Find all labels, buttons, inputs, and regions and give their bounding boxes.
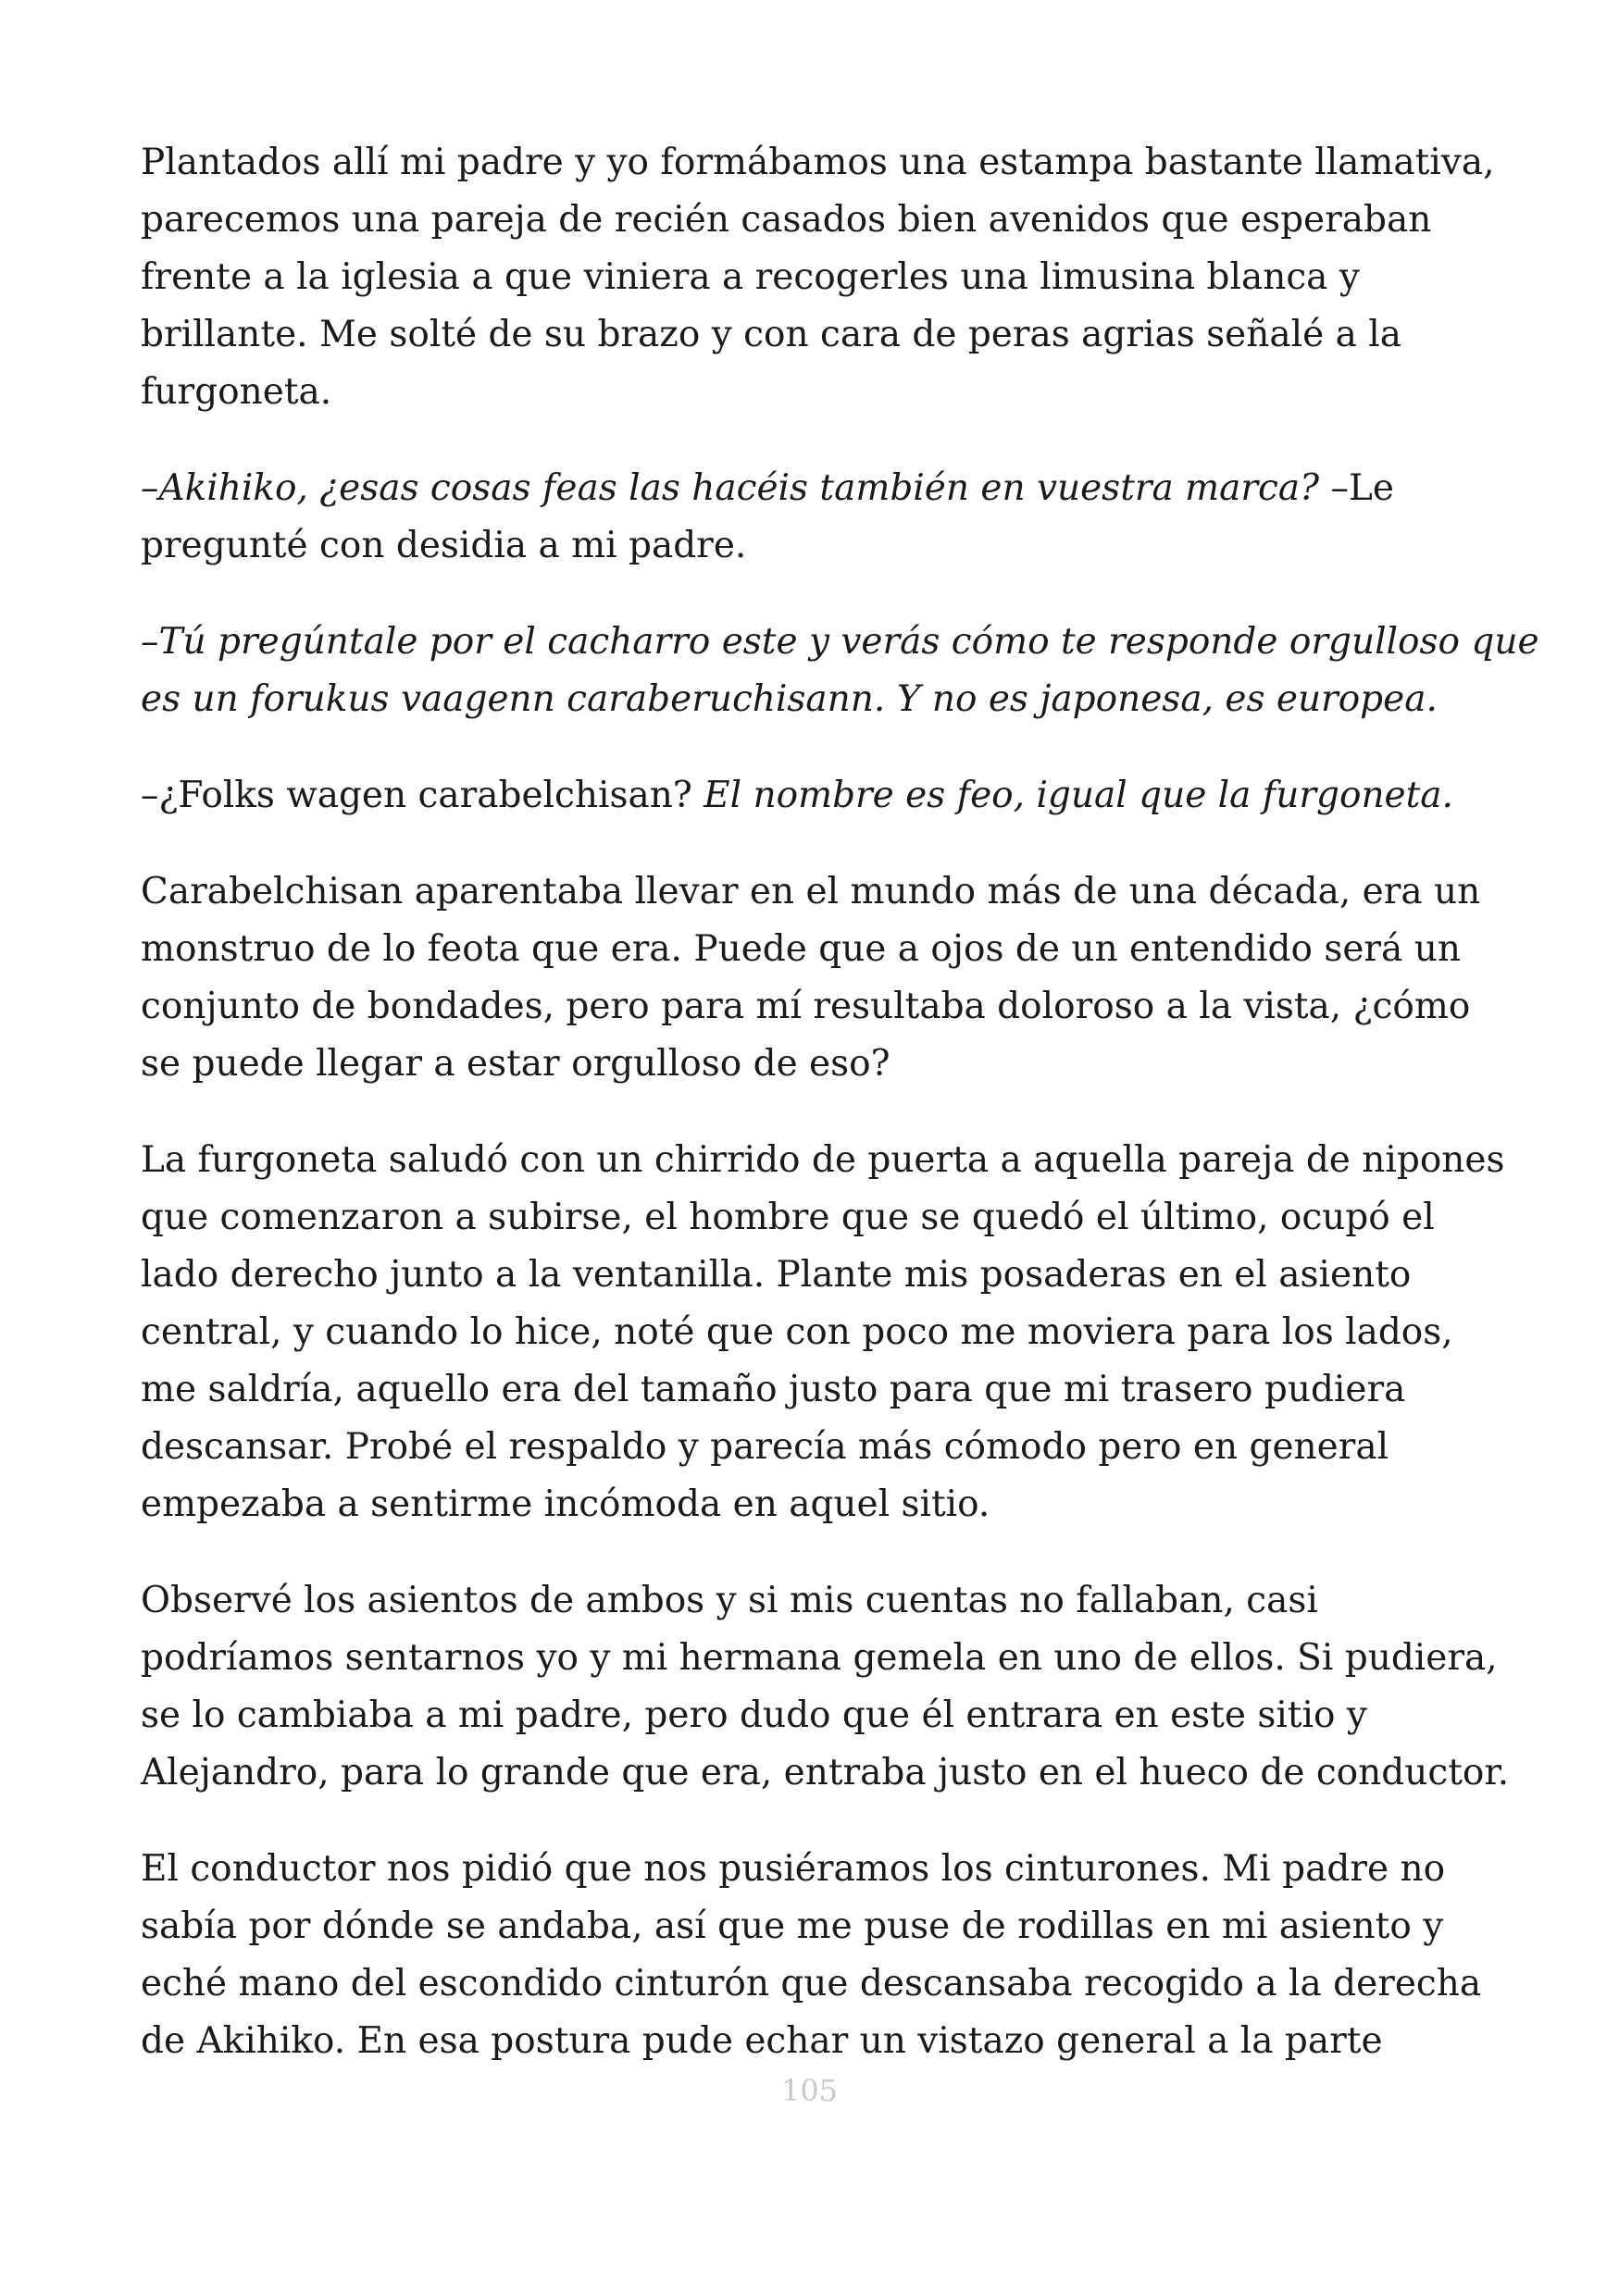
paragraph-6 [141,1132,1505,1533]
dialogue-tag: –Le [1319,467,1394,509]
text-line: empezaba a sentirme incómoda en aquel sitio. [141,1483,990,1525]
paragraph-7 [141,1572,1510,1802]
text-line: Carabelchisan aparentaba llevar en el mundo más de una década, era un [141,871,1481,912]
italic-thought: El nombre es feo, igual que la furgoneta. [704,775,1453,816]
italic-dialogue: –Akihiko, ¿esas cosas feas las hacéis también en vuestra marca? [141,467,1320,509]
text-line: que comenzaron a subirse, el hombre que se quedó el último, ocupó el [141,1197,1435,1238]
paragraph-3 [141,614,1539,728]
text-line: es un forukus vaagenn caraberuchisann. Y no es japonesa, es europea. [141,678,1438,720]
body-text [141,134,1539,2109]
text-line: me saldría, aquello era del tamaño justo para que mi trasero pudiera [141,1369,1406,1410]
text-line: lado derecho junto a la ventanilla. Plante mis posaderas en el asiento [141,1254,1412,1296]
text-line: Plantados allí mi padre y yo formábamos una estampa bastante llamativa, [141,142,1495,183]
text-line: Observé los asientos de ambos y si mis cuentas no fallaban, casi [141,1580,1318,1621]
text-line: frente a la iglesia a que viniera a recogerles una limusina blanca y [141,256,1360,298]
text-line: eché mano del escondido cinturón que descansaba recogido a la derecha [141,1963,1482,2004]
text-line: La furgoneta saludó con un chirrido de puerta a aquella pareja de nipones [141,1139,1505,1181]
text-line: se lo cambiaba a mi padre, pero dudo que él entrara en este sitio y [141,1694,1367,1736]
text-line: sabía por dónde se andaba, así que me puse de rodillas en mi asiento y [141,1905,1444,1947]
text-line: se puede llegar a estar orgulloso de eso? [141,1043,890,1085]
text-line: central, y cuando lo hice, noté que con poco me moviera para los lados, [141,1311,1453,1353]
text-line: conjunto de bondades, pero para mí resultaba doloroso a la vista, ¿cómo [141,986,1471,1027]
paragraph-8 [141,1841,1483,2070]
paragraph-4 [141,767,1483,825]
text-line: podríamos sentarnos yo y mi hermana gemela en uno de ellos. Si pudiera, [141,1637,1498,1679]
text-line [141,767,1483,825]
paragraph-2 [141,460,1483,575]
text-line: furgoneta. [141,371,332,413]
text-line: brillante. Me solté de su brazo y con cara de peras agrias señalé a la [141,314,1401,355]
text-line: monstruo de lo feota que era. Puede que a ojos de un entendido será un [141,928,1461,970]
text-line: Alejandro, para lo grande que era, entraba justo en el hueco de conductor. [141,1752,1510,1793]
text-line: El conductor nos pidió que nos pusiéramos los cinturones. Mi padre no [141,1848,1446,1890]
paragraph-1 [141,134,1495,421]
text-line: descansar. Probé el respaldo y parecía más cómodo pero en general [141,1426,1389,1468]
text-line: –Tú pregúntale por el cacharro este y verás cómo te responde orgulloso que [141,621,1539,663]
text-line [141,460,1483,517]
text-line: parecemos una pareja de recién casados bien avenidos que esperaban [141,199,1432,241]
dialogue-text: –¿Folks wagen carabelchisan? [141,775,704,816]
text-line: pregunté con desidia a mi padre. [141,525,747,566]
paragraph-5 [141,863,1483,1093]
page-number: 105 [780,2073,839,2108]
text-line: de Akihiko. En esa postura pude echar un vistazo general a la parte [141,2020,1383,2062]
